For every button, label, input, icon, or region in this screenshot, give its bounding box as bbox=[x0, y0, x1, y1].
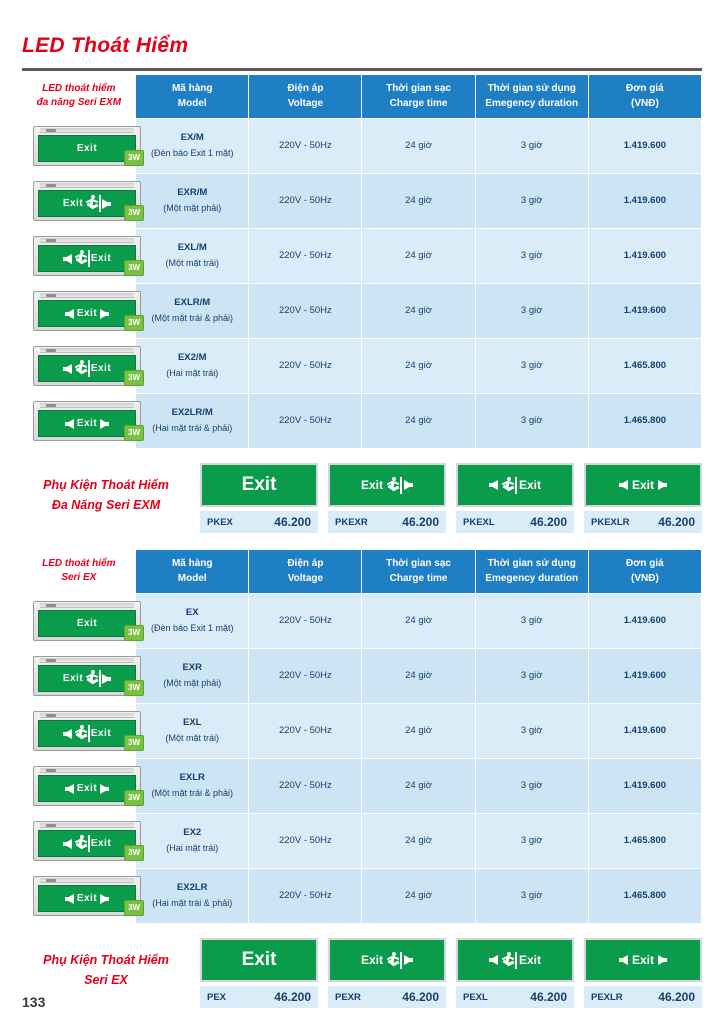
charge-time-cell: 24 giờ bbox=[362, 759, 475, 814]
arrow-right-icon bbox=[100, 309, 109, 319]
table-row bbox=[23, 759, 702, 814]
exit-sign-plate bbox=[38, 355, 136, 382]
exit-sign-plate bbox=[38, 830, 136, 857]
fixture-top-cap bbox=[40, 348, 134, 353]
fixture-housing bbox=[33, 766, 141, 806]
price-cell: 1.465.800 bbox=[588, 869, 701, 924]
arrow-right-icon bbox=[102, 199, 111, 209]
accessory-item[interactable] bbox=[200, 463, 318, 533]
accessory-sign bbox=[328, 938, 446, 982]
accessories-title: Phụ Kiện Thoát Hiểm Seri EX bbox=[43, 953, 169, 987]
voltage-cell: 220V - 50Hz bbox=[249, 649, 362, 704]
product-section bbox=[22, 549, 702, 1008]
voltage-cell: 220V - 50Hz bbox=[249, 119, 362, 174]
product-image-cell bbox=[23, 229, 140, 284]
model-cell: EX2LR (Hai mặt trái & phải) bbox=[136, 869, 249, 924]
arrow-right-icon bbox=[658, 480, 667, 490]
exit-sign-plate bbox=[38, 885, 136, 912]
table-row bbox=[23, 174, 702, 229]
exit-light-figure bbox=[25, 653, 149, 699]
accessory-code: PEXR bbox=[335, 991, 361, 1003]
sections-container bbox=[22, 74, 702, 1008]
accessory-footer bbox=[456, 986, 574, 1008]
price-cell: 1.465.800 bbox=[588, 814, 701, 869]
column-header-1: Điện áp Voltage bbox=[249, 550, 362, 594]
arrow-right-icon bbox=[102, 674, 111, 684]
arrow-left-icon bbox=[63, 254, 72, 264]
charge-time-cell: 24 giờ bbox=[362, 229, 475, 284]
column-header-1: Điện áp Voltage bbox=[249, 75, 362, 119]
exit-light-figure bbox=[25, 763, 149, 809]
table-row bbox=[23, 339, 702, 394]
accessory-price: 46.200 bbox=[530, 515, 567, 529]
accessory-price: 46.200 bbox=[658, 515, 695, 529]
accessory-code: PKEXL bbox=[463, 516, 495, 528]
charge-time-cell: 24 giờ bbox=[362, 339, 475, 394]
price-cell: 1.419.600 bbox=[588, 119, 701, 174]
fixture-housing bbox=[33, 346, 141, 386]
duration-cell: 3 giờ bbox=[475, 229, 588, 284]
duration-cell: 3 giờ bbox=[475, 174, 588, 229]
charge-time-cell: 24 giờ bbox=[362, 394, 475, 449]
fixture-top-cap bbox=[40, 768, 134, 773]
duration-cell: 3 giờ bbox=[475, 394, 588, 449]
arrow-left-icon bbox=[619, 480, 628, 490]
duration-cell: 3 giờ bbox=[475, 339, 588, 394]
fixture-top-cap bbox=[40, 183, 134, 188]
running-man-icon bbox=[387, 477, 400, 494]
exit-label: Exit bbox=[518, 478, 541, 492]
price-cell: 1.419.600 bbox=[588, 229, 701, 284]
running-man-icon bbox=[502, 477, 515, 494]
price-cell: 1.419.600 bbox=[588, 704, 701, 759]
column-header-3: Thời gian sử dụng Emegency duration bbox=[475, 550, 588, 594]
wattage-badge: 3W bbox=[124, 735, 144, 751]
fixture-top-cap bbox=[40, 238, 134, 243]
accessory-price: 46.200 bbox=[658, 990, 695, 1004]
accessory-code: PEXLR bbox=[591, 991, 623, 1003]
arrow-left-icon bbox=[65, 894, 74, 904]
duration-cell: 3 giờ bbox=[475, 649, 588, 704]
product-image-cell bbox=[23, 704, 140, 759]
exit-label: Exit bbox=[90, 728, 112, 739]
exit-light-figure bbox=[25, 873, 149, 919]
voltage-cell: 220V - 50Hz bbox=[249, 759, 362, 814]
accessory-sign bbox=[200, 463, 318, 507]
fixture-housing bbox=[33, 876, 141, 916]
exit-label: Exit bbox=[631, 478, 654, 492]
product-image-cell bbox=[23, 174, 140, 229]
model-cell: EX2 (Hai mặt trái) bbox=[136, 814, 249, 869]
arrow-left-icon bbox=[65, 784, 74, 794]
exit-label: Exit bbox=[76, 618, 98, 629]
exit-label: Exit bbox=[90, 253, 112, 264]
fixture-top-cap bbox=[40, 658, 134, 663]
arrow-right-icon bbox=[100, 894, 109, 904]
accessory-footer bbox=[328, 986, 446, 1008]
arrow-left-icon bbox=[63, 839, 72, 849]
accessory-price: 46.200 bbox=[402, 515, 439, 529]
accessory-item[interactable] bbox=[456, 938, 574, 1008]
header-divider bbox=[22, 68, 702, 71]
voltage-cell: 220V - 50Hz bbox=[249, 394, 362, 449]
wattage-badge: 3W bbox=[124, 900, 144, 916]
price-cell: 1.419.600 bbox=[588, 649, 701, 704]
exit-sign-plate bbox=[38, 610, 136, 637]
duration-cell: 3 giờ bbox=[475, 814, 588, 869]
accessory-sign bbox=[200, 938, 318, 982]
fixture-housing bbox=[33, 821, 141, 861]
fixture-housing bbox=[33, 601, 141, 641]
price-cell: 1.419.600 bbox=[588, 594, 701, 649]
voltage-cell: 220V - 50Hz bbox=[249, 339, 362, 394]
exit-light-figure bbox=[25, 708, 149, 754]
column-header-4: Đơn giá (VNĐ) bbox=[588, 550, 701, 594]
fixture-housing bbox=[33, 401, 141, 441]
running-man-icon bbox=[86, 670, 99, 687]
accessory-price: 46.200 bbox=[530, 990, 567, 1004]
table-row bbox=[23, 119, 702, 174]
fixture-top-cap bbox=[40, 603, 134, 608]
table-row bbox=[23, 394, 702, 449]
exit-light-figure bbox=[25, 233, 149, 279]
page-header bbox=[22, 0, 702, 58]
fixture-housing bbox=[33, 656, 141, 696]
duration-cell: 3 giờ bbox=[475, 284, 588, 339]
arrow-left-icon bbox=[63, 729, 72, 739]
accessories-block bbox=[22, 463, 702, 533]
column-header-2: Thời gian sạc Charge time bbox=[362, 550, 475, 594]
price-cell: 1.465.800 bbox=[588, 339, 701, 394]
voltage-cell: 220V - 50Hz bbox=[249, 814, 362, 869]
exit-sign-plate bbox=[38, 190, 136, 217]
exit-light-figure bbox=[25, 178, 149, 224]
running-man-icon bbox=[387, 952, 400, 969]
exit-light-figure bbox=[25, 818, 149, 864]
wattage-badge: 3W bbox=[124, 315, 144, 331]
running-man-icon bbox=[75, 360, 88, 377]
table-row bbox=[23, 594, 702, 649]
exit-label: Exit bbox=[76, 143, 98, 154]
duration-cell: 3 giờ bbox=[475, 869, 588, 924]
exit-label: Exit bbox=[62, 673, 84, 684]
model-cell: EX2LR/M (Hai mặt trái & phải) bbox=[136, 394, 249, 449]
charge-time-cell: 24 giờ bbox=[362, 284, 475, 339]
exit-label: Exit bbox=[76, 418, 98, 429]
accessory-footer bbox=[200, 986, 318, 1008]
voltage-cell: 220V - 50Hz bbox=[249, 869, 362, 924]
exit-label: Exit bbox=[360, 478, 383, 492]
table-corner-title: LED thoát hiểm Seri EX bbox=[23, 550, 136, 594]
exit-light-figure bbox=[25, 598, 149, 644]
exit-sign-plate bbox=[38, 135, 136, 162]
exit-sign-plate bbox=[38, 665, 136, 692]
exit-sign-plate bbox=[38, 410, 136, 437]
accessory-item[interactable] bbox=[328, 938, 446, 1008]
fixture-housing bbox=[33, 126, 141, 166]
fixture-top-cap bbox=[40, 713, 134, 718]
arrow-left-icon bbox=[489, 955, 498, 965]
duration-cell: 3 giờ bbox=[475, 759, 588, 814]
running-man-icon bbox=[86, 195, 99, 212]
table-row bbox=[23, 229, 702, 284]
table-row bbox=[23, 814, 702, 869]
accessory-code: PKEXR bbox=[335, 516, 368, 528]
arrow-right-icon bbox=[100, 419, 109, 429]
arrow-left-icon bbox=[65, 309, 74, 319]
exit-label: Exit bbox=[631, 953, 654, 967]
exit-sign-plate bbox=[38, 720, 136, 747]
accessory-footer bbox=[456, 511, 574, 533]
exit-label: Exit bbox=[76, 308, 98, 319]
wattage-badge: 3W bbox=[124, 260, 144, 276]
exit-light-figure bbox=[25, 288, 149, 334]
running-man-icon bbox=[502, 952, 515, 969]
accessory-code: PKEXLR bbox=[591, 516, 630, 528]
price-table bbox=[22, 549, 702, 924]
product-image-cell bbox=[23, 284, 140, 339]
price-cell: 1.419.600 bbox=[588, 174, 701, 229]
product-image-cell bbox=[23, 594, 140, 649]
duration-cell: 3 giờ bbox=[475, 119, 588, 174]
fixture-housing bbox=[33, 236, 141, 276]
accessory-sign bbox=[328, 463, 446, 507]
price-cell: 1.419.600 bbox=[588, 759, 701, 814]
voltage-cell: 220V - 50Hz bbox=[249, 229, 362, 284]
arrow-left-icon bbox=[65, 419, 74, 429]
accessory-footer bbox=[328, 511, 446, 533]
price-cell: 1.419.600 bbox=[588, 284, 701, 339]
accessory-footer bbox=[584, 511, 702, 533]
accessory-footer bbox=[584, 986, 702, 1008]
model-cell: EX2/M (Hai mặt trái) bbox=[136, 339, 249, 394]
running-man-icon bbox=[75, 725, 88, 742]
accessories-block bbox=[22, 938, 702, 1008]
charge-time-cell: 24 giờ bbox=[362, 649, 475, 704]
table-row bbox=[23, 869, 702, 924]
voltage-cell: 220V - 50Hz bbox=[249, 284, 362, 339]
product-image-cell bbox=[23, 759, 140, 814]
price-cell: 1.465.800 bbox=[588, 394, 701, 449]
exit-label: Exit bbox=[518, 953, 541, 967]
exit-label: Exit bbox=[241, 949, 277, 970]
accessory-sign bbox=[584, 938, 702, 982]
model-cell: EXR/M (Một mặt phải) bbox=[136, 174, 249, 229]
exit-label: Exit bbox=[241, 474, 277, 495]
exit-label: Exit bbox=[90, 363, 112, 374]
accessory-item[interactable] bbox=[456, 463, 574, 533]
fixture-housing bbox=[33, 711, 141, 751]
product-section bbox=[22, 74, 702, 533]
exit-label: Exit bbox=[90, 838, 112, 849]
duration-cell: 3 giờ bbox=[475, 704, 588, 759]
arrow-right-icon bbox=[404, 955, 413, 965]
exit-light-figure bbox=[25, 123, 149, 169]
wattage-badge: 3W bbox=[124, 370, 144, 386]
accessory-sign bbox=[456, 463, 574, 507]
fixture-top-cap bbox=[40, 403, 134, 408]
model-cell: EXLR (Một mặt trái & phải) bbox=[136, 759, 249, 814]
charge-time-cell: 24 giờ bbox=[362, 814, 475, 869]
price-table bbox=[22, 74, 702, 449]
product-image-cell bbox=[23, 119, 140, 174]
voltage-cell: 220V - 50Hz bbox=[249, 174, 362, 229]
voltage-cell: 220V - 50Hz bbox=[249, 594, 362, 649]
arrow-left-icon bbox=[63, 364, 72, 374]
product-image-cell bbox=[23, 814, 140, 869]
column-header-0: Mã hàng Model bbox=[136, 550, 249, 594]
model-cell: EXLR/M (Một mặt trái & phải) bbox=[136, 284, 249, 339]
table-row bbox=[23, 284, 702, 339]
wattage-badge: 3W bbox=[124, 205, 144, 221]
arrow-right-icon bbox=[404, 480, 413, 490]
page-number: 133 bbox=[22, 994, 46, 1010]
fixture-top-cap bbox=[40, 823, 134, 828]
exit-label: Exit bbox=[76, 783, 98, 794]
accessory-sign bbox=[456, 938, 574, 982]
column-header-3: Thời gian sử dụng Emegency duration bbox=[475, 75, 588, 119]
accessories-items bbox=[200, 463, 702, 533]
accessory-item[interactable] bbox=[328, 463, 446, 533]
product-image-cell bbox=[23, 869, 140, 924]
exit-light-figure bbox=[25, 343, 149, 389]
wattage-badge: 3W bbox=[124, 680, 144, 696]
running-man-icon bbox=[75, 250, 88, 267]
accessory-code: PEXL bbox=[463, 991, 488, 1003]
arrow-left-icon bbox=[619, 955, 628, 965]
arrow-right-icon bbox=[658, 955, 667, 965]
model-cell: EXR (Một mặt phải) bbox=[136, 649, 249, 704]
wattage-badge: 3W bbox=[124, 425, 144, 441]
model-cell: EXL/M (Một mặt trái) bbox=[136, 229, 249, 284]
page-title: LED Thoát Hiểm bbox=[22, 34, 189, 57]
accessory-code: PEX bbox=[207, 991, 227, 1003]
exit-label: Exit bbox=[360, 953, 383, 967]
exit-label: Exit bbox=[62, 198, 84, 209]
running-man-icon bbox=[75, 835, 88, 852]
accessory-item[interactable] bbox=[584, 463, 702, 533]
column-header-2: Thời gian sạc Charge time bbox=[362, 75, 475, 119]
exit-label: Exit bbox=[76, 893, 98, 904]
exit-sign-plate bbox=[38, 245, 136, 272]
charge-time-cell: 24 giờ bbox=[362, 704, 475, 759]
wattage-badge: 3W bbox=[124, 845, 144, 861]
exit-sign-plate bbox=[38, 775, 136, 802]
accessory-price: 46.200 bbox=[274, 515, 311, 529]
duration-cell: 3 giờ bbox=[475, 594, 588, 649]
fixture-top-cap bbox=[40, 293, 134, 298]
accessory-price: 46.200 bbox=[402, 990, 439, 1004]
accessory-item[interactable] bbox=[584, 938, 702, 1008]
model-cell: EX (Đèn báo Exit 1 mặt) bbox=[136, 594, 249, 649]
fixture-top-cap bbox=[40, 878, 134, 883]
product-image-cell bbox=[23, 339, 140, 394]
wattage-badge: 3W bbox=[124, 625, 144, 641]
arrow-left-icon bbox=[489, 480, 498, 490]
charge-time-cell: 24 giờ bbox=[362, 174, 475, 229]
charge-time-cell: 24 giờ bbox=[362, 869, 475, 924]
column-header-0: Mã hàng Model bbox=[136, 75, 249, 119]
product-image-cell bbox=[23, 394, 140, 449]
accessories-items bbox=[200, 938, 702, 1008]
table-row bbox=[23, 704, 702, 759]
table-row bbox=[23, 649, 702, 704]
model-cell: EXL (Một mặt trái) bbox=[136, 704, 249, 759]
arrow-right-icon bbox=[100, 784, 109, 794]
accessories-title: Phụ Kiện Thoát Hiểm Đa Năng Seri EXM bbox=[43, 478, 169, 512]
table-corner-title: LED thoát hiểm đa năng Seri EXM bbox=[23, 75, 136, 119]
accessory-footer bbox=[200, 511, 318, 533]
wattage-badge: 3W bbox=[124, 790, 144, 806]
exit-sign-plate bbox=[38, 300, 136, 327]
fixture-top-cap bbox=[40, 128, 134, 133]
exit-light-figure bbox=[25, 398, 149, 444]
model-cell: EX/M (Đèn báo Exit 1 mặt) bbox=[136, 119, 249, 174]
charge-time-cell: 24 giờ bbox=[362, 594, 475, 649]
accessory-item[interactable] bbox=[200, 938, 318, 1008]
accessory-sign bbox=[584, 463, 702, 507]
wattage-badge: 3W bbox=[124, 150, 144, 166]
fixture-housing bbox=[33, 181, 141, 221]
product-image-cell bbox=[23, 649, 140, 704]
accessory-price: 46.200 bbox=[274, 990, 311, 1004]
fixture-housing bbox=[33, 291, 141, 331]
charge-time-cell: 24 giờ bbox=[362, 119, 475, 174]
accessory-code: PKEX bbox=[207, 516, 233, 528]
voltage-cell: 220V - 50Hz bbox=[249, 704, 362, 759]
column-header-4: Đơn giá (VNĐ) bbox=[588, 75, 701, 119]
